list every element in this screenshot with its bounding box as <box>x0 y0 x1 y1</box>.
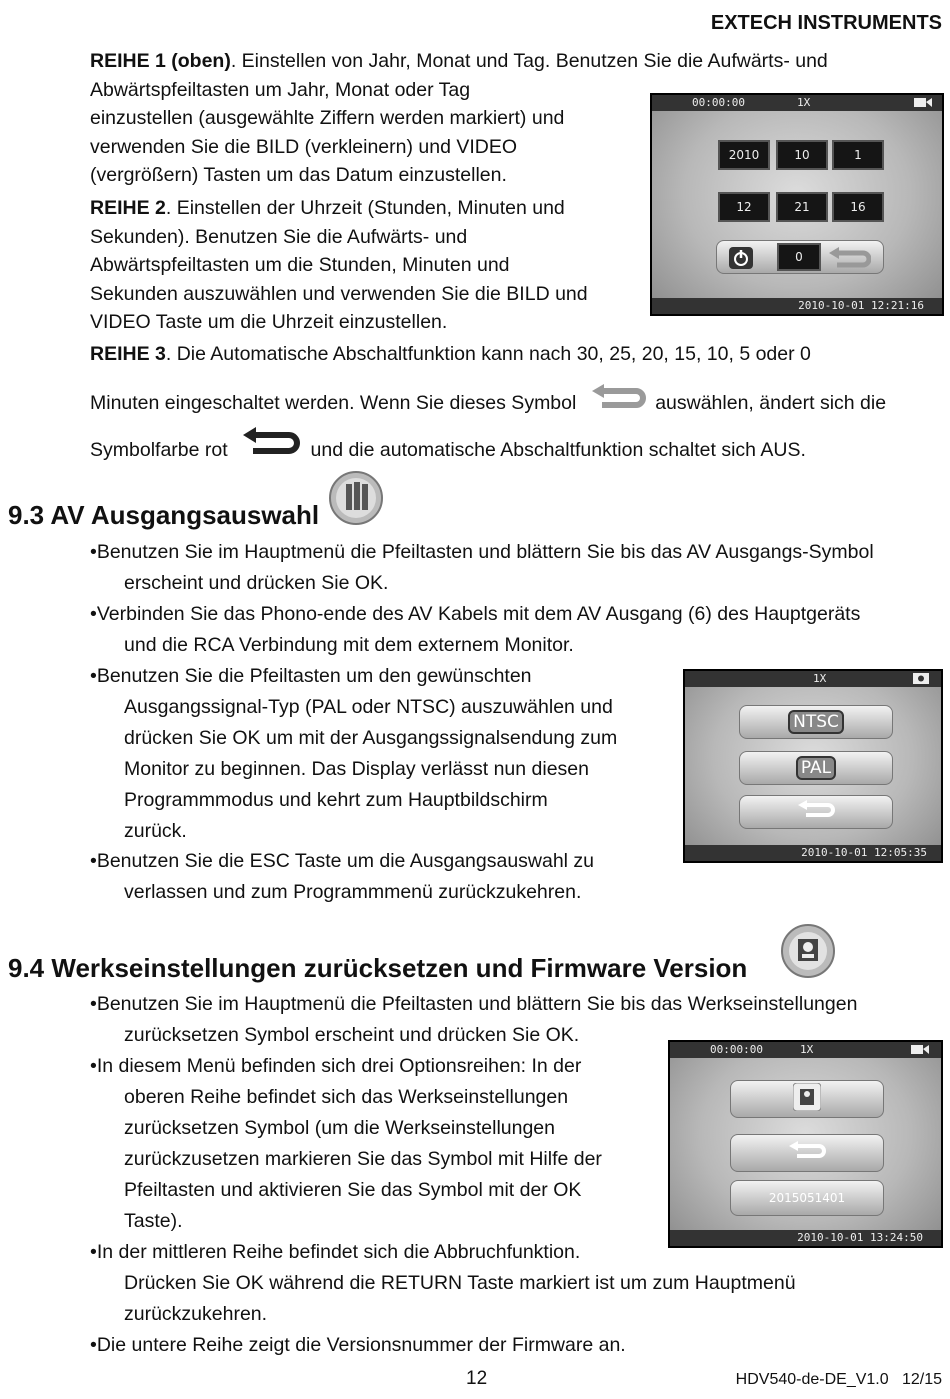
time-hour-box[interactable]: 12 <box>718 192 770 222</box>
bullet-text: zurücksetzen Symbol erscheint und drücken Sie OK. <box>124 1024 580 1046</box>
return-icon[interactable] <box>827 247 871 274</box>
screen-timestamp: 2010-10-01 13:24:50 <box>670 1230 941 1246</box>
video-camera-icon <box>914 97 932 111</box>
factory-reset-option[interactable] <box>730 1080 884 1118</box>
reset-return-option[interactable] <box>730 1134 884 1172</box>
reset-bullet: •In der mittleren Reihe befindet sich die Abbruchfunktion. Drücken Sie OK während die RETURN Taste markiert ist um zum Hauptmenü zurückzukehren. <box>90 1237 796 1330</box>
row3-text: . Die Automatische Abschaltfunktion kann nach 30, 25, 20, 15, 10, 5 oder 0 <box>165 343 811 365</box>
auto-off-value-box[interactable]: 0 <box>777 243 821 271</box>
date-day-box[interactable]: 1 <box>832 140 884 170</box>
av-bullet: •Benutzen Sie die Pfeiltasten um den gewünschten Ausgangssignal-Typ (PAL oder NTSC) auszuwählen und drücken Sie OK um mit der Ausgangssignalsendung zum Monitor zu beginnen. Das Display verlässt nun diesen Programmmodus und kehrt zum Hauptbildschirm zurück. <box>90 661 617 847</box>
brand-header: EXTECH INSTRUMENTS <box>710 12 942 34</box>
factory-reset-icon <box>780 923 836 986</box>
ntsc-option[interactable] <box>739 705 893 739</box>
factory-reset-screen <box>668 1040 943 1248</box>
pal-option[interactable] <box>739 751 893 785</box>
bullet-text: Verbinden Sie das Phono-ende des AV Kabels mit dem AV Ausgang (6) des Hauptgeräts <box>96 603 861 625</box>
return-gray-icon <box>590 383 646 420</box>
date-time-screen <box>650 93 944 316</box>
row1-label: REIHE 1 (oben) <box>90 50 231 72</box>
row1-line: Abwärtspfeiltasten um Jahr, Monat oder Tag <box>90 78 471 101</box>
av-output-screen <box>683 669 943 863</box>
return-icon <box>796 800 836 825</box>
bullet-text: zurückzusetzen markieren Sie das Symbol mit Hilfe der <box>124 1148 602 1170</box>
row3-text: Symbolfarbe rot <box>90 439 228 461</box>
photo-camera-icon <box>913 673 929 687</box>
bullet-text: Benutzen Sie die Pfeiltasten um den gewünschten <box>96 665 532 687</box>
bullet-text: Ausgangssignal-Typ (PAL oder NTSC) auszuwählen und <box>124 696 613 718</box>
bullet-text: Taste). <box>124 1210 183 1232</box>
power-icon[interactable] <box>729 247 753 274</box>
screen-zoom: 1X <box>800 1043 814 1056</box>
row2-paragraph <box>90 194 588 337</box>
bullet-text: Drücken Sie OK während die RETURN Taste markiert ist um zum Hauptmenü <box>124 1272 796 1294</box>
firmware-version: 2015051401 <box>768 1191 846 1205</box>
av-bullet: •Benutzen Sie die ESC Taste um die Ausgangsauswahl zu verlassen und zum Programmmenü zurückzukehren. <box>90 846 594 908</box>
auto-off-row <box>716 240 884 274</box>
bullet-text: zurück. <box>124 820 187 842</box>
bullet-text: erscheint und drücken Sie OK. <box>124 572 389 594</box>
row3-line3 <box>90 424 806 465</box>
row3-line2 <box>90 381 950 418</box>
firmware-version-row <box>730 1180 884 1216</box>
row3-text: auswählen, ändert sich die <box>655 392 887 414</box>
row1-line: (vergrößern) Tasten um das Datum einzustellen. <box>90 164 507 186</box>
pal-label: PAL <box>796 756 836 780</box>
bullet-text: Monitor zu beginnen. Das Display verlässt nun diesen <box>124 758 590 780</box>
reset-bullet: •Die untere Reihe zeigt die Versionsnummer der Firmware an. <box>90 1334 626 1356</box>
av-bullet: •Benutzen Sie im Hauptmenü die Pfeiltasten und blättern Sie bis das AV Ausgangs-Symbol erscheint und drücken Sie OK. <box>90 537 874 599</box>
row3-line1 <box>90 340 811 369</box>
av-bullet: •Verbinden Sie das Phono-ende des AV Kabels mit dem AV Ausgang (6) des Hauptgeräts und die RCA Verbindung mit dem externem Monitor. <box>90 599 860 661</box>
row2-line: . Einstellen der Uhrzeit (Stunden, Minuten und <box>165 197 565 219</box>
screen-timer: 00:00:00 <box>710 1043 763 1056</box>
bullet-text: Benutzen Sie die ESC Taste um die Ausgangsauswahl zu <box>96 850 595 872</box>
bullet-text: Benutzen Sie im Hauptmenü die Pfeiltasten und blättern Sie bis das AV Ausgangs-Symbol <box>96 541 874 563</box>
reset-bullet: •Benutzen Sie im Hauptmenü die Pfeiltasten und blättern Sie bis das Werkseinstellungen zurücksetzen Symbol erscheint und drücken Sie OK. <box>90 989 857 1051</box>
date-year-box[interactable]: 2010 <box>718 140 770 170</box>
section-9-3-title <box>8 500 319 531</box>
screen-zoom: 1X <box>813 672 827 685</box>
screen-timer: 00:00:00 <box>692 96 745 109</box>
bullet-text: Pfeiltasten und aktivieren Sie das Symbol mit der OK <box>124 1179 582 1201</box>
av-return-option[interactable] <box>739 795 893 829</box>
row2-line: Sekunden auszuwählen und verwenden Sie die BILD und <box>90 282 588 305</box>
row2-label: REIHE 2 <box>90 197 166 219</box>
time-second-box[interactable]: 16 <box>832 192 884 222</box>
screen-timestamp: 2010-10-01 12:05:35 <box>685 845 941 861</box>
bullet-text: Die untere Reihe zeigt die Versionsnummer der Firmware an. <box>96 1334 626 1356</box>
video-camera-icon <box>911 1044 929 1058</box>
row1-line: einzustellen (ausgewählte Ziffern werden markiert) und <box>90 107 565 129</box>
date-month-box[interactable]: 10 <box>776 140 828 170</box>
return-icon <box>787 1141 827 1166</box>
row3-label: REIHE 3 <box>90 343 166 365</box>
bullet-text: verlassen und zum Programmmenü zurückzukehren. <box>124 881 582 903</box>
section-title-text: 9.4 Werkseinstellungen zurücksetzen und Firmware Version <box>8 953 748 983</box>
bullet-text: Programmmodus und kehrt zum Hauptbildschirm <box>124 789 548 811</box>
screen-timestamp: 2010-10-01 12:21:16 <box>652 298 942 314</box>
return-dark-icon <box>241 426 301 467</box>
ntsc-label: NTSC <box>788 710 844 734</box>
bullet-text: In der mittleren Reihe befindet sich die Abbruchfunktion. <box>96 1241 581 1263</box>
reset-bullet: •In diesem Menü befinden sich drei Optionsreihen: In der oberen Reihe befindet sich das Werkseinstellungen zurücksetzen Symbol (um die Werkseinstellungen zurückzusetzen markieren Sie das Symbol mit Hilfe der Pfeiltasten und aktivieren Sie das Symbol mit der OK Taste). <box>90 1051 602 1237</box>
page-number: 12 <box>466 1368 488 1389</box>
row2-line: VIDEO Taste um die Uhrzeit einzustellen. <box>90 311 448 333</box>
bullet-text: In diesem Menü befinden sich drei Optionsreihen: In der <box>96 1055 582 1077</box>
section-title-text: 9.3 AV Ausgangsauswahl <box>8 500 320 530</box>
row2-line: Sekunden). Benutzen Sie die Aufwärts- und <box>90 225 468 248</box>
row3-text: Minuten eingeschaltet werden. Wenn Sie dieses Symbol <box>90 392 577 414</box>
section-9-4-title <box>8 953 747 984</box>
time-minute-box[interactable]: 21 <box>776 192 828 222</box>
row2-line: Abwärtspfeiltasten um die Stunden, Minuten und <box>90 254 510 276</box>
document-id: HDV540-de-DE_V1.0 12/15 <box>735 1371 942 1388</box>
bullet-text: zurücksetzen Symbol (um die Werkseinstellungen <box>124 1117 555 1139</box>
row3-text: und die automatische Abschaltfunktion schaltet sich AUS. <box>310 439 806 461</box>
bullet-text: Benutzen Sie im Hauptmenü die Pfeiltasten und blättern Sie bis das Werkseinstellungen <box>96 993 858 1015</box>
bullet-text: und die RCA Verbindung mit dem externem Monitor. <box>124 634 574 656</box>
bullet-text: zurückzukehren. <box>124 1303 268 1325</box>
bullet-text: oberen Reihe befindet sich das Werkseinstellungen <box>124 1086 569 1108</box>
av-output-icon <box>328 470 384 533</box>
row1-line: . Einstellen von Jahr, Monat und Tag. Benutzen Sie die Aufwärts- und <box>230 50 828 72</box>
factory-reset-icon <box>793 1083 821 1116</box>
row1-line: verwenden Sie die BILD (verkleinern) und VIDEO <box>90 135 518 158</box>
screen-zoom: 1X <box>797 96 811 109</box>
bullet-text: drücken Sie OK um mit der Ausgangssignalsendung zum <box>124 727 618 749</box>
